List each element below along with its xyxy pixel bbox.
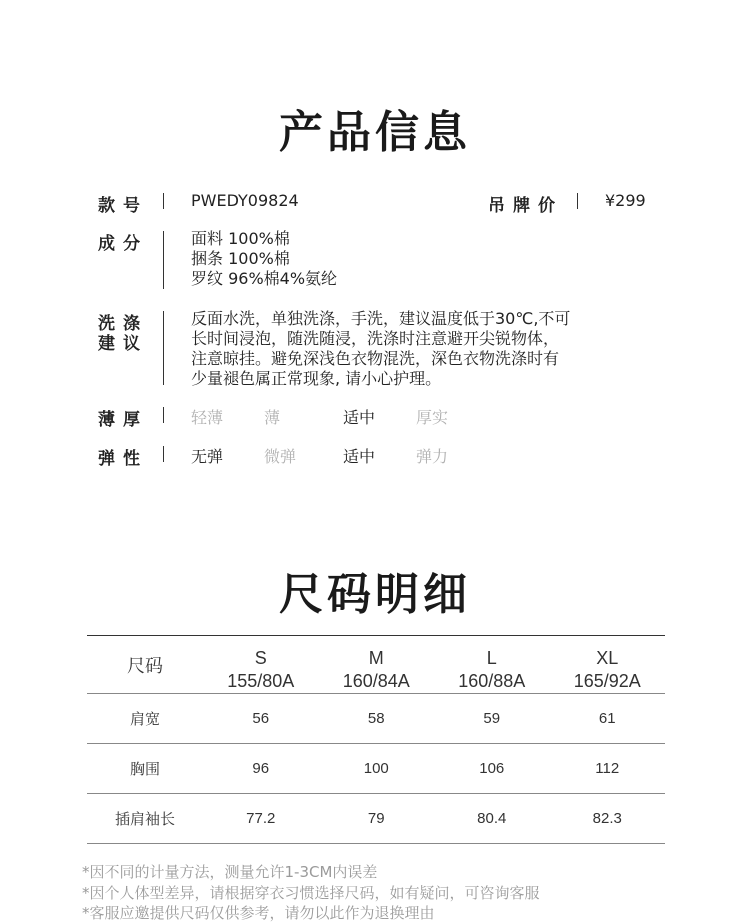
washing-line: 少量褪色属正常现象, 请小心护理。: [191, 369, 442, 388]
thickness-label: 薄厚: [98, 410, 148, 430]
style-no-label: 款号: [98, 196, 148, 216]
table-cell: 80.4: [434, 794, 550, 844]
table-row: [87, 794, 665, 844]
row-label: 插肩袖长: [87, 794, 203, 844]
elasticity-option: 微弹: [264, 447, 297, 466]
washing-line: 注意晾挂。避免深浅色衣物混洗，深色衣物洗涤时有: [191, 349, 560, 368]
size-code: 165/92A: [573, 671, 641, 691]
thickness-option: 轻薄: [191, 408, 224, 427]
size-label: M: [368, 648, 384, 668]
table-cell: 58: [319, 694, 435, 744]
note-line: *因不同的计量方法，测量允许1-3CM内误差: [82, 863, 378, 881]
table-cell: 100: [319, 744, 435, 794]
divider: [163, 193, 164, 209]
size-label: S: [254, 648, 267, 668]
size-label: L: [486, 648, 497, 668]
tag-price-value: ¥299: [605, 191, 646, 210]
divider: [163, 231, 164, 289]
table-cell: 82.3: [550, 794, 666, 844]
washing-line: 长时间浸泡，随洗随浸，洗涤时注意避开尖锐物体，: [191, 329, 560, 348]
size-code: 155/80A: [227, 671, 295, 691]
elasticity-option: 弹力: [416, 447, 449, 466]
row-label: 肩宽: [87, 694, 203, 744]
note-line: *客服应邀提供尺码仅供参考，请勿以此作为退换理由: [82, 904, 435, 922]
size-header-row: [87, 636, 665, 671]
elasticity-row: [98, 444, 654, 469]
table-cell: 106: [434, 744, 550, 794]
row-label: 胸围: [87, 744, 203, 794]
table-row: [87, 744, 665, 794]
style-no-value: PWEDY09824: [191, 191, 299, 210]
composition-label: 成分: [98, 234, 148, 254]
table-cell: 79: [319, 794, 435, 844]
thickness-option: 厚实: [416, 408, 449, 427]
size-table: [87, 635, 665, 844]
table-cell: 112: [550, 744, 666, 794]
style-no-row: [98, 191, 654, 216]
table-cell: 61: [550, 694, 666, 744]
size-label: XL: [596, 648, 619, 668]
divider: [577, 193, 578, 209]
table-cell: 96: [203, 744, 319, 794]
divider: [163, 446, 164, 462]
size-code: 160/84A: [342, 671, 410, 691]
elasticity-option-selected: 无弹: [191, 447, 224, 466]
tag-price-label: 吊牌价: [488, 196, 563, 216]
corner-label: 尺码: [127, 655, 163, 676]
elasticity-option-selected: 适中: [343, 447, 376, 466]
product-info-title: 产品信息: [279, 107, 471, 158]
thickness-option: 薄: [264, 408, 281, 427]
washing-row: [98, 309, 654, 389]
washing-line: 反面水洗，单独洗涤，手洗，建议温度低于30℃,不可: [191, 309, 571, 328]
thickness-row: [98, 405, 654, 430]
elasticity-label: 弹性: [98, 449, 148, 469]
table-row: [87, 694, 665, 744]
composition-line: 面料 100%棉: [191, 229, 290, 248]
divider: [163, 311, 164, 385]
composition-line: 捆条 100%棉: [191, 249, 290, 268]
washing-label: 洗涤: [98, 314, 148, 334]
table-cell: 59: [434, 694, 550, 744]
composition-line: 罗纹 96%棉4%氨纶: [191, 269, 338, 288]
table-cell: 77.2: [203, 794, 319, 844]
washing-label: 建议: [98, 334, 148, 354]
thickness-option-selected: 适中: [343, 408, 376, 427]
size-chart-title: 尺码明细: [279, 569, 471, 620]
composition-row: [98, 229, 654, 291]
divider: [163, 407, 164, 423]
size-code: 160/88A: [458, 671, 526, 691]
note-line: *因个人体型差异，请根据穿衣习惯选择尺码，如有疑问，可咨询客服: [82, 884, 540, 902]
table-cell: 56: [203, 694, 319, 744]
